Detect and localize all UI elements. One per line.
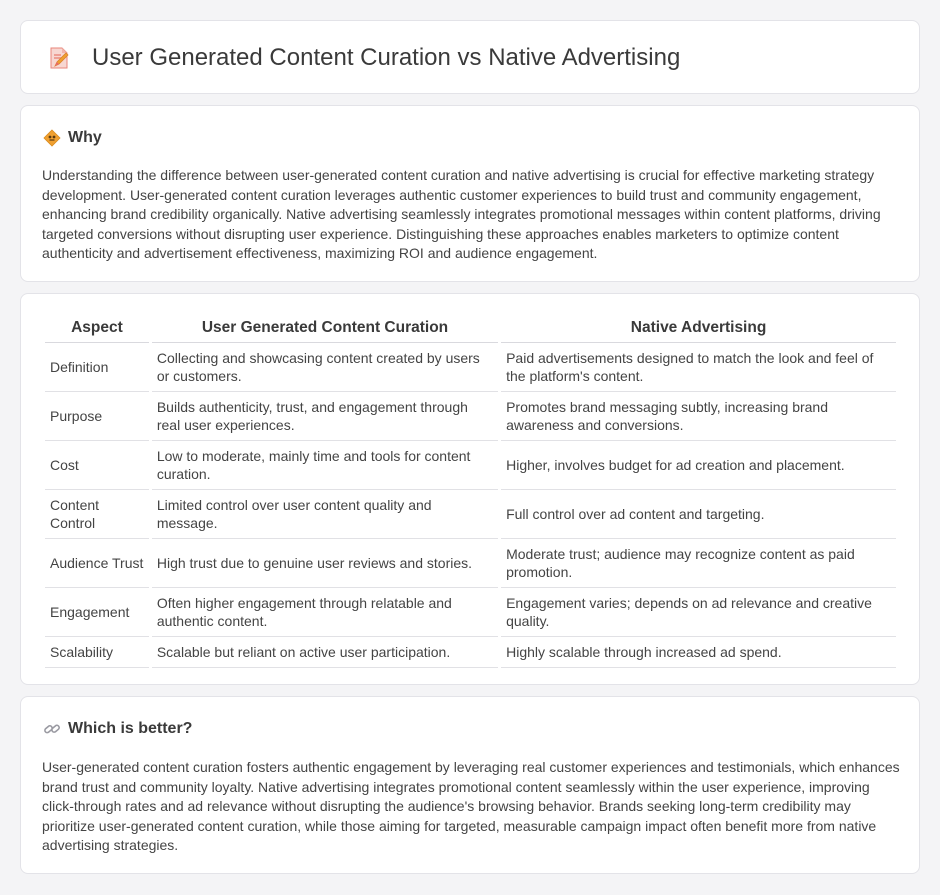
better-heading: Which is better? (68, 720, 193, 737)
ugc-cell: Builds authenticity, trust, and engagement through real user experiences. (152, 392, 498, 441)
table-row (45, 392, 896, 441)
table-row (45, 637, 896, 668)
table-row (45, 490, 896, 539)
aspect-cell: Content Control (45, 490, 149, 539)
native-cell: Highly scalable through increased ad spend. (501, 637, 896, 668)
table-row (45, 441, 896, 490)
ugc-cell: Limited control over user content quality and message. (152, 490, 498, 539)
why-paragraph: Understanding the difference between user-generated content curation and native advertising is crucial for effective marketing strategy development. User-generated content curation leverages authentic customer experiences to build trust and community engagement, enhancing brand credibility organically. Native advertising seamlessly integrates promotional messages within content platforms, driving targeted conversions without disrupting user experience. Distinguishing these approaches enables marketers to optimize content authenticity and advertisement effectiveness, maximizing ROI and audience engagement. (42, 167, 881, 261)
ugc-cell: Scalable but reliant on active user participation. (152, 637, 498, 668)
aspect-cell: Cost (45, 441, 149, 490)
why-heading: Why (68, 129, 102, 146)
which-is-better-section (20, 696, 920, 874)
page-title: User Generated Content Curation vs Native Advertising (92, 44, 681, 71)
comparison-table (42, 314, 899, 668)
native-cell: Engagement varies; depends on ad relevance and creative quality. (501, 588, 896, 637)
why-heading-row (43, 128, 102, 148)
native-cell: Paid advertisements designed to match the look and feel of the platform's content. (501, 343, 896, 392)
native-cell: Higher, involves budget for ad creation and placement. (501, 441, 896, 490)
warning-sign-icon (43, 129, 61, 147)
ugc-cell: High trust due to genuine user reviews and stories. (152, 539, 498, 588)
ugc-cell: Collecting and showcasing content created by users or customers. (152, 343, 498, 392)
header-native: Native Advertising (501, 314, 896, 343)
why-section (20, 105, 920, 282)
aspect-cell: Definition (45, 343, 149, 392)
better-paragraph: User-generated content curation fosters authentic engagement by leveraging real customer experiences and testimonials, which enhances brand trust and community loyalty. Native advertising integrates promotional content seamlessly within the user experience, improving click-through rates and ad relevance without disrupting the audience's browsing behavior. Brands seeking long-term credibility may prioritize user-generated content curation, while those aiming for targeted, measurable campaign impact often benefit more from native advertising strategies. (42, 759, 900, 853)
ugc-cell: Often higher engagement through relatable and authentic content. (152, 588, 498, 637)
aspect-cell: Scalability (45, 637, 149, 668)
header-ugc: User Generated Content Curation (152, 314, 498, 343)
header-aspect: Aspect (45, 314, 149, 343)
aspect-cell: Audience Trust (45, 539, 149, 588)
better-heading-row (43, 719, 192, 739)
ugc-cell: Low to moderate, mainly time and tools for content curation. (152, 441, 498, 490)
link-icon (43, 720, 61, 738)
native-cell: Moderate trust; audience may recognize content as paid promotion. (501, 539, 896, 588)
document-pencil-icon (47, 46, 71, 70)
table-row (45, 343, 896, 392)
title-card (20, 20, 920, 94)
aspect-cell: Engagement (45, 588, 149, 637)
native-cell: Promotes brand messaging subtly, increasing brand awareness and conversions. (501, 392, 896, 441)
native-cell: Full control over ad content and targeting. (501, 490, 896, 539)
aspect-cell: Purpose (45, 392, 149, 441)
table-row (45, 539, 896, 588)
comparison-card (20, 293, 920, 685)
table-row (45, 588, 896, 637)
table-header-row (45, 314, 896, 343)
